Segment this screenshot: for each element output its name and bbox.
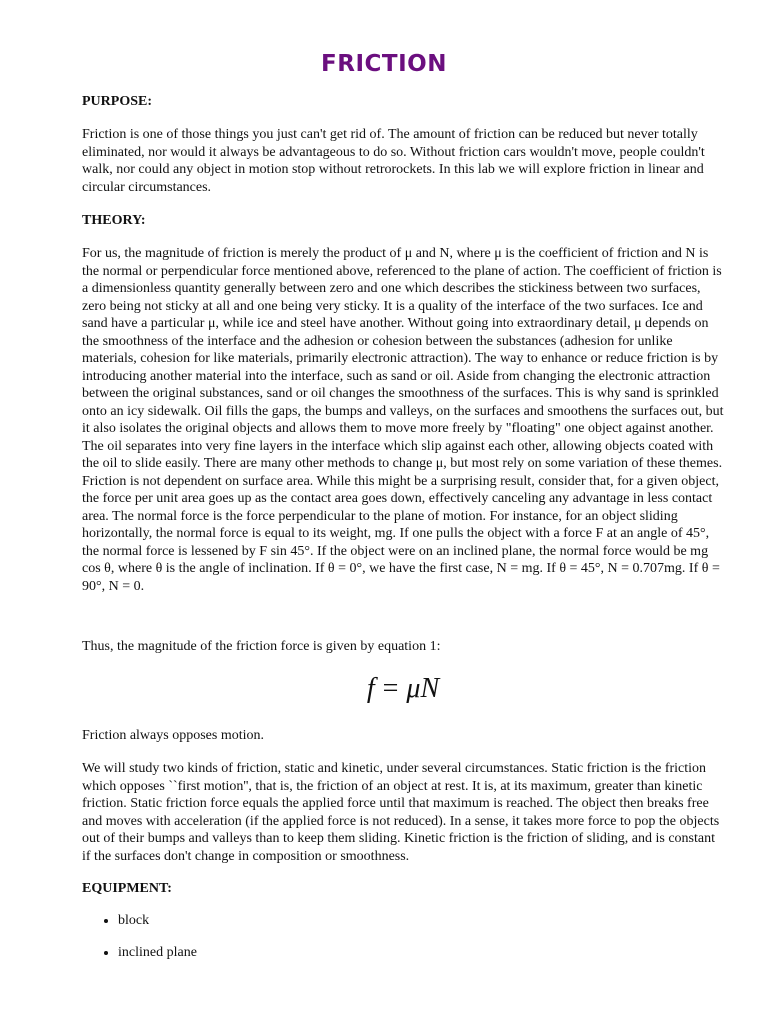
friction-equation <box>82 672 724 706</box>
equipment-list <box>82 912 724 962</box>
theory-paragraph-4: We will study two kinds of friction, static and kinetic, under several circumstances. Static friction is the friction which opposes ``first motion'', that is, the friction of an object at rest. It is, at its maximum, greater than kinetic friction. Static friction force equals the applied force until that maximum is reached. The object then breaks free and moves with acceleration (if the applied force is not reduced). In a sense, it takes more force to pop the objects out of their bumps and valleys than to keep them sliding. Kinetic friction is the friction of sliding, and is constant if the surfaces don't change in composition or smoothness. <box>82 761 720 864</box>
page-title: FRICTION <box>321 51 447 77</box>
purpose-paragraph: Friction is one of those things you just can't get rid of. The amount of friction can be reduced but never totally eliminated, nor would it always be advantageous to do so. Without friction cars wouldn't move, people couldn't walk, nor could any object in motion stop without retrorockets. In this lab we will explore friction in linear and circular circumstances. <box>82 127 705 195</box>
equation-lhs: f <box>366 673 375 704</box>
equipment-heading: EQUIPMENT: <box>82 881 172 896</box>
theory-paragraph-2: Thus, the magnitude of the friction force is given by equation 1: <box>82 639 441 654</box>
equation-equals: = <box>382 673 399 704</box>
list-item: • block <box>118 912 724 930</box>
theory-paragraph-1: For us, the magnitude of friction is merely the product of μ and N, where μ is the coefficient of friction and N is the normal or perpendicular force mentioned above, referenced to the plane of action. The coefficient of friction is a dimensionless quantity generally between zero and one which describes the stickiness between two surfaces, zero being not sticky at all and one being very sticky. It is a quality of the interface of the two surfaces. Ice and sand have a particular μ, while ice and steel have another. Without going into extraordinary detail, μ depends on the smoothness of the interface and the adhesion or cohesion between the substances (adhesion for unlike materials, cohesion for like materials, primarily electronic attraction). The way to enhance or reduce friction is by introducing another material into the interface, such as sand or oil. Aside from changing the electronic attraction between the original substances, sand or oil changes the smoothness of the surfaces. This is why sand is sprinkled onto an icy sidewalk. Oil fills the gaps, the bumps and valleys, on the surfaces and smoothens the surfaces out, but it also isolates the original objects and allows them to move more freely by "floating" one object against another. The oil separates into very fine layers in the interface which slip against each other, allowing objects coated with the oil to slide easily. There are many other methods to change μ, but most rely on some variation of these themes. Friction is not dependent on surface area. While this might be a surprising result, consider that, for a given object, the force per unit area goes up as the contact area goes down, effectively canceling any advantage in less contact area. The normal force is the force perpendicular to the plane of motion. For instance, for an object sliding horizontally, the normal force is equal to its weight, mg. If one pulls the object with a force F at an angle of 45°, the normal force is lessened by F sin 45°. If the object were on an inclined plane, the normal force would be mg cos θ, where θ is the angle of inclination. If θ = 0°, we have the first case, N = mg. If θ = 45°, N = 0.707mg. If θ = 90°, N = 0. <box>82 246 724 594</box>
equipment-list-container <box>82 912 724 962</box>
equation-rhs: μN <box>406 673 440 704</box>
purpose-heading: PURPOSE: <box>82 94 152 109</box>
theory-heading: THEORY: <box>82 213 146 228</box>
theory-paragraph-3: Friction always opposes motion. <box>82 728 264 743</box>
list-item: • inclined plane <box>118 944 724 962</box>
